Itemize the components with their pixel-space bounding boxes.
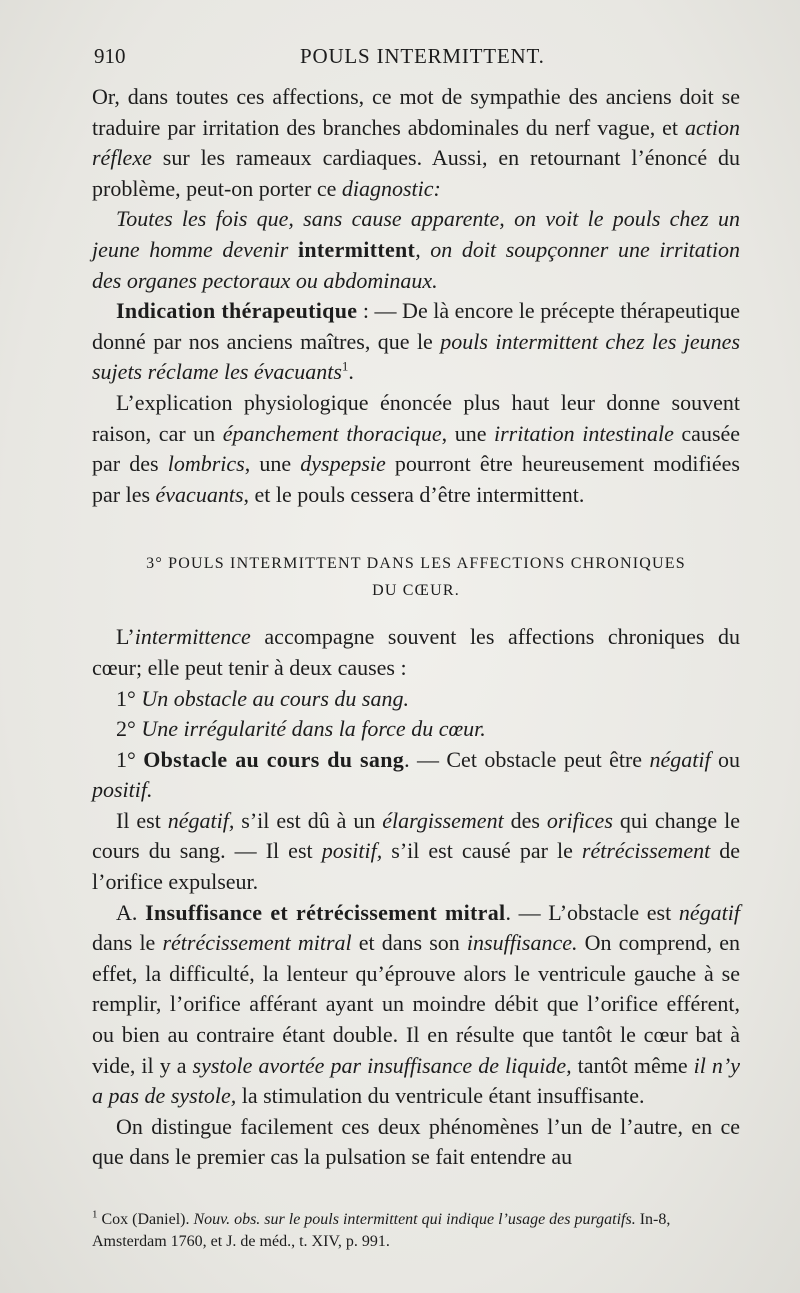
paragraph: L’intermittence accompagne souvent les affections chroniques du cœur; elle peut tenir à deux causes : — [92, 624, 740, 680]
paragraph: Or, dans toutes ces affections, ce mot de sympathie des anciens doit se traduire par irritation des branches abdominales du nerf vague, et action réflexe sur les rameaux cardiaques. Aussi, en retournant l’énoncé du problème, peut-on porter ce diagnostic: — [92, 84, 740, 201]
paragraph: L’explication physiologique énoncée plus haut leur donne souvent raison, car un épanchement thoracique, une irritation intestinale causée par des lombrics, une dyspepsie pourront être heureusement modifiées par les évacuants, et le pouls cessera d’être intermittent. — [92, 389, 741, 507]
page-body — [92, 82, 740, 1173]
paragraph: 1° Obstacle au cours du sang. — Cet obstacle peut être négatif ou positif. — [92, 746, 740, 803]
run-in-heading: Insuffisance et rétrécissement mitral — [145, 899, 506, 925]
paragraph: Indication thérapeutique : — De là encore le précepte thérapeutique donné par nos anciens maîtres, que le pouls intermittent chez les jeunes sujets réclame les évacuants$^1$. — [92, 298, 741, 385]
footnote: $^1$ Cox (Daniel). Nouv. obs. sur le pouls intermittent qui indique l’usage des purgatifs. In-8, Amsterdam 1760, et J. de méd., t. XIV, p. 991. — [92, 1208, 671, 1250]
paragraph: A. Insuffisance et rétrécissement mitral. — L’obstacle est négatif dans le rétrécissement mitral et dans son insuffisance. On comprend, en effet, la difficulté, la lenteur qu’éprouve alors le ventricule gauche à se remplir, l’orifice afférant ayant un moindre débit que l’orifice efférent, ou bien au contraire étant double. Il en résulte que tantôt le cœur bat à vide, il y a systole avortée par insuffisance de liquide, tantôt même il n’y a pas de systole, la stimulation du ventricule étant insuffisante. — [92, 899, 741, 1109]
list-item: 1° Un obstacle au cours du sang. — [116, 685, 409, 711]
running-title: POULS INTERMITTENT. — [300, 44, 545, 68]
running-header — [94, 44, 740, 74]
footnote-ref: 1 — [341, 359, 349, 375]
section-heading: 3° POULS INTERMITTENT DANS LES AFFECTIONS CHRONIQUES DU CŒUR. — [146, 555, 686, 600]
page-number: 910 — [94, 44, 126, 68]
paragraph: Il est négatif, s’il est dû à un élargissement des orifices qui change le cours du sang. — Il est positif, s’il est causé par le rétrécissement de l’orifice expulseur. — [92, 807, 741, 895]
run-in-heading: Indication thérapeutique — [116, 298, 358, 324]
paragraph: On distingue facilement ces deux phénomènes l’un de l’autre, en ce que dans le premier cas la pulsation se fait entendre au — [92, 1113, 740, 1170]
paragraph: Toutes les fois que, sans cause apparente, on voit le pouls chez un jeune homme devenir intermittent, on doit soupçonner une irritation des organes pectoraux ou abdominaux. — [92, 206, 741, 293]
run-in-heading: Obstacle au cours du sang — [143, 746, 405, 772]
list-item: 2° Une irrégularité dans la force du cœur. — [116, 716, 486, 742]
